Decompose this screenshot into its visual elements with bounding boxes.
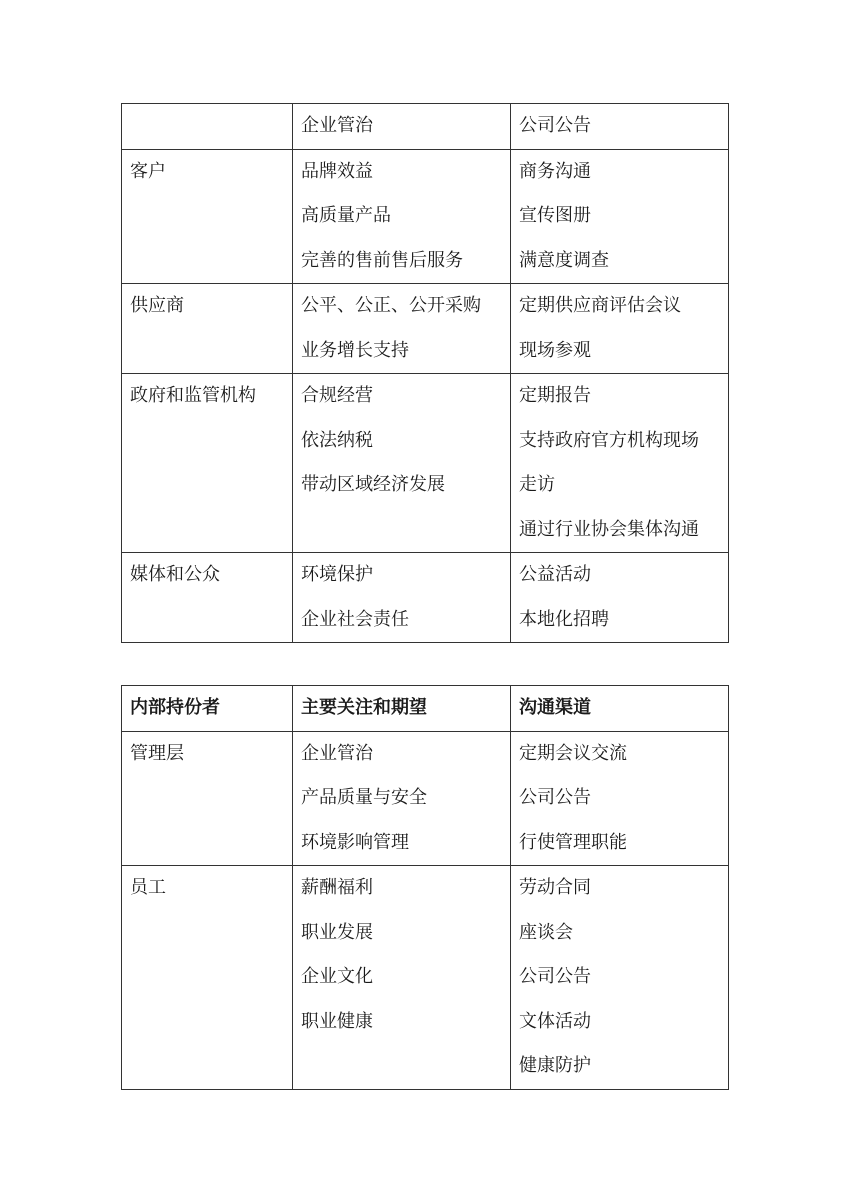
channels-cell [511, 374, 729, 553]
cell-text: 高质量产品 [301, 205, 391, 226]
table-row [122, 284, 729, 374]
cell-text: 企业管治 [301, 742, 373, 764]
concerns-cell [293, 374, 511, 553]
cell-text: 环境影响管理 [301, 831, 409, 853]
cell-text [130, 104, 284, 149]
channels-cell [511, 553, 729, 643]
cell-text: 劳动合同 [519, 877, 591, 898]
cell-text: 职业发展 [301, 921, 373, 943]
cell-text: 薪酬福利 [301, 877, 373, 898]
header-row [122, 104, 729, 150]
external-stakeholder-table [121, 103, 729, 643]
header-row [122, 686, 729, 732]
stakeholder-cell [122, 731, 293, 866]
cell-text: 文体活动 [519, 1010, 591, 1032]
cell-text: 媒体和公众 [130, 564, 220, 585]
cell-text: 现场参观 [519, 339, 591, 361]
concerns-cell [293, 866, 511, 1090]
table-row [122, 731, 729, 866]
concerns-cell [293, 731, 511, 866]
channels-cell [511, 731, 729, 866]
table-row [122, 866, 729, 1090]
table2-body [122, 686, 729, 1090]
cell-text: 业务增长支持 [301, 339, 409, 361]
cell-text: 企业社会责任 [301, 608, 409, 630]
header-cell [511, 686, 729, 732]
cell-text: 行使管理职能 [519, 831, 627, 853]
cell-text: 完善的售前售后服务 [301, 249, 463, 271]
concerns-cell [293, 284, 511, 374]
stakeholder-cell [122, 374, 293, 553]
cell-text: 员工 [130, 877, 166, 898]
cell-text: 职业健康 [301, 1010, 373, 1032]
cell-text: 品牌效益 [301, 160, 373, 182]
header-cell [293, 104, 511, 150]
cell-text: 依法纳税 [301, 429, 373, 451]
cell-text: 本地化招聘 [519, 608, 609, 630]
header-cell [122, 686, 293, 732]
stakeholder-cell [122, 866, 293, 1090]
header-cell [122, 104, 293, 150]
cell-text: 座谈会 [519, 921, 573, 943]
stakeholder-cell [122, 284, 293, 374]
cell-text: 带动区域经济发展 [301, 474, 445, 495]
cell-text: 主要关注和期望 [301, 697, 427, 718]
cell-text: 企业管治 [301, 115, 373, 136]
cell-text: 管理层 [130, 742, 184, 764]
stakeholder-cell [122, 553, 293, 643]
table-row [122, 553, 729, 643]
cell-text: 公司公告 [519, 966, 591, 987]
channels-cell [511, 284, 729, 374]
cell-text: 定期供应商评估会议 [519, 295, 681, 316]
cell-text: 环境保护 [301, 564, 373, 585]
cell-text: 支持政府官方机构现场 [519, 429, 699, 451]
cell-text: 健康防护 [519, 1055, 591, 1076]
channels-cell [511, 149, 729, 284]
cell-text: 沟通渠道 [519, 697, 591, 718]
cell-text: 走访 [519, 474, 555, 495]
cell-text: 公益活动 [519, 564, 591, 585]
cell-text: 公平、公正、公开采购 [301, 295, 481, 316]
concerns-cell [293, 149, 511, 284]
cell-text: 宣传图册 [519, 205, 591, 226]
header-cell [511, 104, 729, 150]
cell-text: 客户 [130, 160, 166, 182]
concerns-cell [293, 553, 511, 643]
channels-cell [511, 866, 729, 1090]
internal-stakeholder-table [121, 685, 729, 1090]
cell-text: 政府和监管机构 [130, 385, 256, 406]
table-row [122, 374, 729, 553]
table1-body [122, 104, 729, 643]
cell-text: 供应商 [130, 295, 184, 316]
cell-text: 内部持份者 [130, 697, 220, 718]
stakeholder-cell [122, 149, 293, 284]
cell-text: 满意度调查 [519, 249, 609, 271]
cell-text: 公司公告 [519, 787, 591, 808]
cell-text: 产品质量与安全 [301, 787, 427, 808]
cell-text: 公司公告 [519, 115, 591, 136]
cell-text: 定期报告 [519, 385, 591, 406]
cell-text: 定期会议交流 [519, 742, 627, 764]
header-cell [293, 686, 511, 732]
table-row [122, 149, 729, 284]
cell-text: 商务沟通 [519, 160, 591, 182]
cell-text: 通过行业协会集体沟通 [519, 518, 699, 540]
cell-text: 合规经营 [301, 385, 373, 406]
cell-text: 企业文化 [301, 966, 373, 987]
